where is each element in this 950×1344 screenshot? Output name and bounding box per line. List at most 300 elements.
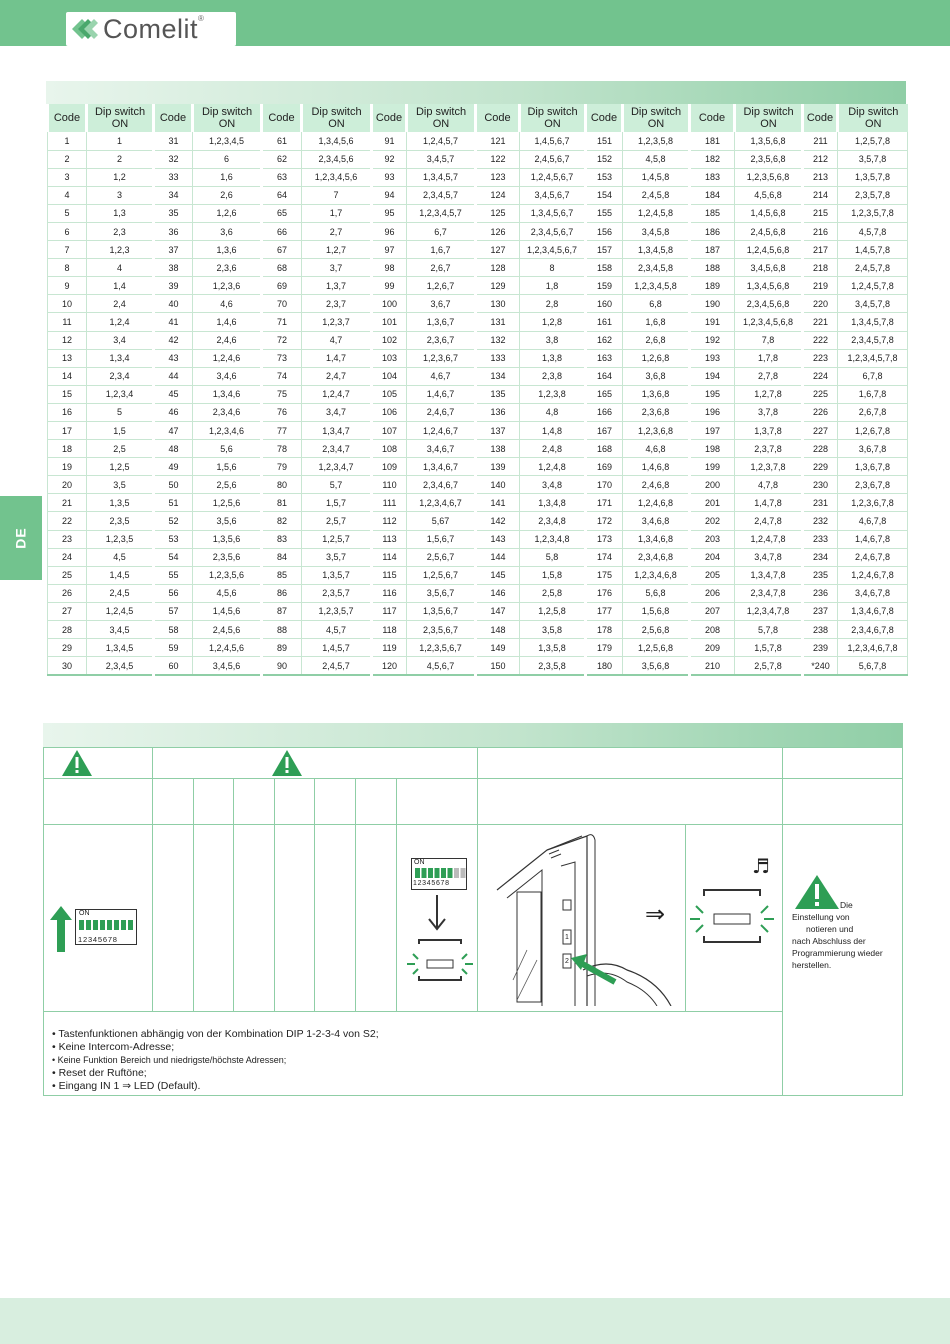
header-on-label: ON (328, 118, 345, 130)
dip-switch-cell: 1,5,6,7 (407, 530, 476, 548)
dip-switch-cell: 2,3,5 (87, 512, 154, 530)
dip-switch-cell: 8 (520, 259, 586, 277)
code-cell: 77 (262, 422, 302, 440)
column-header-dip-switch (838, 104, 908, 132)
dip-switch-cell: 1,3,6,7 (407, 313, 476, 331)
dip-switch-cell: 1,2,4,6,7,8 (838, 566, 908, 584)
programming-section-band (43, 723, 903, 747)
code-cell: 130 (476, 295, 520, 313)
code-cell: 76 (262, 403, 302, 421)
header-on-label: ON (111, 118, 129, 130)
dip-switch-cell: 1,3,4,7 (302, 422, 372, 440)
code-cell: 36 (154, 222, 193, 240)
dip-switch-cell: 2,7,8 (735, 367, 803, 385)
column-header-dip-switch (623, 104, 690, 132)
dip-switch-cell: 3,4,5,8 (623, 222, 690, 240)
code-cell: 145 (476, 566, 520, 584)
column-header-code: Code (262, 104, 302, 132)
code-cell: 126 (476, 222, 520, 240)
dip-switch-cell: 1,4,5,6,7 (520, 132, 586, 150)
dip-switch-cell: 4,8 (520, 403, 586, 421)
dip-switch-cell: 3,4,5,6 (193, 657, 262, 675)
device-key-label: 2 (565, 958, 569, 965)
code-cell: 119 (372, 639, 407, 657)
blinking-led-icon (405, 938, 475, 982)
dip-switch-cell: 2,3,4,6 (193, 403, 262, 421)
frame-col-line (233, 778, 234, 1012)
code-cell: 33 (154, 168, 193, 186)
code-cell: 114 (372, 548, 407, 566)
code-cell: 56 (154, 584, 193, 602)
code-cell: 175 (586, 566, 623, 584)
code-cell: 47 (154, 422, 193, 440)
dip-switch-cell: 1,7,8 (735, 349, 803, 367)
warning-line: Einstellung von (792, 912, 850, 922)
code-cell: 187 (690, 241, 735, 259)
dip-switch-cell: 3,7 (302, 259, 372, 277)
dip-switch-cell: 1,4,6,7,8 (838, 530, 908, 548)
dip-switch-cell: 2,3,4,7 (302, 440, 372, 458)
dip-switch-cell: 1,2,5,6,8 (623, 639, 690, 657)
dip-switch-cell: 4,5,6 (193, 584, 262, 602)
comelit-logo (66, 12, 236, 46)
dip-switch-cell: 2,3,8 (520, 367, 586, 385)
code-cell: 179 (586, 639, 623, 657)
frame-col-line (782, 747, 783, 1096)
code-cell: 10 (48, 295, 87, 313)
dip-switch-cell: 1,2,6 (193, 204, 262, 222)
dip-switch-cell: 3,6 (193, 222, 262, 240)
code-cell: 153 (586, 168, 623, 186)
frame-col-line (396, 778, 397, 1012)
dip-switch-cell: 1,2,4,6 (193, 349, 262, 367)
dip-switch-cell: 1,2,4,8 (520, 458, 586, 476)
dip-switch-cell: 2,3,4,5,6,8 (735, 295, 803, 313)
dip-switch-cell: 3,4,7 (302, 403, 372, 421)
code-cell: 105 (372, 385, 407, 403)
code-cell: 108 (372, 440, 407, 458)
dip-switch-cell: 4,5,6,7 (407, 657, 476, 675)
dip-switch-cell: 1,3,5,6,7 (407, 602, 476, 620)
code-cell: 45 (154, 385, 193, 403)
dip-switch-cell: 1,4,5,6 (193, 602, 262, 620)
code-cell: 59 (154, 639, 193, 657)
code-cell: 27 (48, 602, 87, 620)
dip-switch-cell: 4,7,8 (735, 476, 803, 494)
column-header-code: Code (690, 104, 735, 132)
warning-line: notieren und (806, 924, 854, 934)
code-cell: 3 (48, 168, 87, 186)
code-cell: 109 (372, 458, 407, 476)
code-cell: 65 (262, 204, 302, 222)
column-header-dip-switch (407, 104, 476, 132)
code-cell: 62 (262, 150, 302, 168)
dip-switch-cell: 3,4,5,6,7 (520, 186, 586, 204)
dip-switch-cell: 3,5,7 (302, 548, 372, 566)
table-section-band (46, 81, 906, 105)
dip-switch-cell: 2,6,7,8 (838, 403, 908, 421)
dip-switch-cell: 1,2,6,8 (623, 349, 690, 367)
code-cell: 144 (476, 548, 520, 566)
table-row (48, 440, 908, 458)
code-cell: 191 (690, 313, 735, 331)
dip-switch-cell: 1,3,4,5 (87, 639, 154, 657)
column-header-dip-switch (302, 104, 372, 132)
table-row (48, 548, 908, 566)
dip-switch-cell: 1,3,6 (193, 241, 262, 259)
code-cell: 142 (476, 512, 520, 530)
code-cell: 24 (48, 548, 87, 566)
dip-switch-cell: 2,3,5,6,8 (735, 150, 803, 168)
header-on-label: ON (865, 118, 882, 130)
dip-switch-cell: 1,4,6,7 (407, 385, 476, 403)
language-tab-label: DE (12, 527, 29, 549)
dip-switch-cell: 2,3,4,5,6 (302, 150, 372, 168)
dip-switch-cell: 2,3,6,7,8 (838, 476, 908, 494)
note-item: • Reset der Ruftöne; (52, 1067, 147, 1079)
dip-switch-cell: 2,5,6 (193, 476, 262, 494)
dip-switch-cell: 1,2,3,7,8 (735, 458, 803, 476)
dip-switch-cell: 3,5,6,8 (623, 657, 690, 675)
dip-switch-cell: 1,2,7 (302, 241, 372, 259)
code-cell: 75 (262, 385, 302, 403)
code-cell: 180 (586, 657, 623, 675)
dip-switch-cell: 1,2,4,7 (302, 385, 372, 403)
code-cell: 57 (154, 602, 193, 620)
code-cell: 158 (586, 259, 623, 277)
dip-switch-cell: 1,3,4,8 (520, 494, 586, 512)
code-cell: 164 (586, 367, 623, 385)
dip-switch-cell: 5,6 (193, 440, 262, 458)
code-cell: 219 (803, 277, 838, 295)
dip-switch-cell: 2,3,5,7 (302, 584, 372, 602)
dip-switch-cell: 1 (87, 132, 154, 150)
dip-switch-cell: 2,4,5,6,8 (735, 222, 803, 240)
dip-switch-cell: 1,5,7 (302, 494, 372, 512)
code-cell: 139 (476, 458, 520, 476)
frame-row-line (43, 778, 903, 779)
dip-switch-cell: 1,2,8 (520, 313, 586, 331)
code-cell: 70 (262, 295, 302, 313)
table-row (48, 259, 908, 277)
dip-switch-cell: 2,3,4,5,6,7 (520, 222, 586, 240)
code-cell: 28 (48, 621, 87, 639)
code-cell: 231 (803, 494, 838, 512)
code-cell: 88 (262, 621, 302, 639)
code-cell: 21 (48, 494, 87, 512)
dip-switch-cell: 3,5,8 (520, 621, 586, 639)
dip-switch-cell: 1,5 (87, 422, 154, 440)
dip-switch-cell: 1,3,6,8 (623, 385, 690, 403)
dip-switch-cell: 2,5 (87, 440, 154, 458)
dip-switch-cell: 2,5,7 (302, 512, 372, 530)
dip-switch-cell: 1,5,8 (520, 566, 586, 584)
dip-switch-cell: 1,5,6 (193, 458, 262, 476)
code-cell: 102 (372, 331, 407, 349)
warning-line: Die (840, 900, 853, 910)
code-cell: 35 (154, 204, 193, 222)
frame-col-line (477, 747, 478, 1012)
code-cell: 118 (372, 621, 407, 639)
warning-line: Programmierung wieder (792, 948, 883, 958)
code-cell: 8 (48, 259, 87, 277)
code-cell: 205 (690, 566, 735, 584)
code-cell: 190 (690, 295, 735, 313)
code-cell: 41 (154, 313, 193, 331)
dip-switch-cell: 2,3,5,6 (193, 548, 262, 566)
header-dip-label: Dip switch (311, 106, 362, 118)
dip-switch-cell: 1,3,4,5,8 (623, 241, 690, 259)
code-cell: 113 (372, 530, 407, 548)
note-item: • Keine Intercom-Adresse; (52, 1041, 175, 1053)
code-cell: 9 (48, 277, 87, 295)
code-cell: 71 (262, 313, 302, 331)
code-cell: 91 (372, 132, 407, 150)
dip-switch-cell: 1,2,4,5,6,8 (735, 241, 803, 259)
header-on-label: ON (432, 118, 450, 130)
dip-switch-cell: 1,2,4,6,7 (407, 422, 476, 440)
code-cell: 122 (476, 150, 520, 168)
frame-row-line (43, 824, 903, 825)
code-cell: 189 (690, 277, 735, 295)
dip-switch-cell: 1,2,3,6,7,8 (838, 494, 908, 512)
dip-switch-cell: 1,2,3,4,8 (520, 530, 586, 548)
dip-switch-cell: 1,4,7,8 (735, 494, 803, 512)
dip-numbers-label: 12345678 (413, 880, 450, 887)
dip-switch-cell: 1,3,4 (87, 349, 154, 367)
code-cell: 165 (586, 385, 623, 403)
dip-switch-cell: 1,2,3,4,7,8 (735, 602, 803, 620)
dip-switch-cell: 4,6,7,8 (838, 512, 908, 530)
dip-switch-cell: 1,2,5,7 (302, 530, 372, 548)
frame-col-line (193, 778, 194, 1012)
code-cell: 135 (476, 385, 520, 403)
code-cell: 74 (262, 367, 302, 385)
dip-switch-cell: 1,2,3,5,7 (302, 602, 372, 620)
code-cell: 221 (803, 313, 838, 331)
code-cell: 48 (154, 440, 193, 458)
code-cell: 212 (803, 150, 838, 168)
dip-switch-cell: 1,3,4,5,6,8 (735, 277, 803, 295)
dip-switch-cell: 2,5,8 (520, 584, 586, 602)
code-cell: 209 (690, 639, 735, 657)
code-cell: 54 (154, 548, 193, 566)
dip-switch-cell: 3,4,6,8 (623, 512, 690, 530)
dip-switch-cell: 1,4,5 (87, 566, 154, 584)
code-cell: 46 (154, 403, 193, 421)
dip-switch-cell: 1,3,5,6 (193, 530, 262, 548)
column-header-dip-switch (193, 104, 262, 132)
code-cell: 31 (154, 132, 193, 150)
code-cell: 197 (690, 422, 735, 440)
code-cell: 154 (586, 186, 623, 204)
code-cell: 15 (48, 385, 87, 403)
code-cell: 211 (803, 132, 838, 150)
code-cell: 229 (803, 458, 838, 476)
table-row (48, 494, 908, 512)
dip-switch-cell: 1,2,6,7 (407, 277, 476, 295)
code-cell: 213 (803, 168, 838, 186)
dip-switch-cell: 2 (87, 150, 154, 168)
code-cell: 203 (690, 530, 735, 548)
dip-switch-cell: 1,2,3,6,7 (407, 349, 476, 367)
table-row (48, 150, 908, 168)
dip-switch-cell: 1,3,4,5,6,7 (520, 204, 586, 222)
dip-switch-cell: 1,3,4,5,6 (302, 132, 372, 150)
code-cell: 183 (690, 168, 735, 186)
code-cell: 79 (262, 458, 302, 476)
code-cell: 14 (48, 367, 87, 385)
code-cell: 4 (48, 186, 87, 204)
code-cell: 68 (262, 259, 302, 277)
dip-switch-cell: 2,3,4,6,8 (623, 548, 690, 566)
header-on-label: ON (647, 118, 665, 130)
dip-switch-cell: 1,2,3,4,6 (193, 422, 262, 440)
dip-switch-cell: 3,4,5,6,8 (735, 259, 803, 277)
dip-switch-cell: 2,3,7,8 (735, 440, 803, 458)
code-cell: 5 (48, 204, 87, 222)
code-cell: 18 (48, 440, 87, 458)
dip-switch-cell: 1,6,8 (623, 313, 690, 331)
code-cell: 173 (586, 530, 623, 548)
table-row (48, 313, 908, 331)
code-cell: 141 (476, 494, 520, 512)
code-cell: 206 (690, 584, 735, 602)
dip-switch-cell: 1,2,5,8 (520, 602, 586, 620)
code-cell: 150 (476, 657, 520, 675)
code-cell: *240 (803, 657, 838, 675)
code-cell: 58 (154, 621, 193, 639)
logo-registered-mark: ® (198, 14, 204, 23)
dip-switch-cell: 1,2,3,5,7,8 (838, 204, 908, 222)
dip-switch-cell: 1,2,4,5,7,8 (838, 277, 908, 295)
dip-switch-cell: 1,2,5,6 (193, 494, 262, 512)
code-cell: 30 (48, 657, 87, 675)
dip-switch-cell: 2,5,6,7 (407, 548, 476, 566)
note-item: • Tastenfunktionen abhängig von der Kombination DIP 1-2-3-4 von S2; (52, 1028, 379, 1040)
code-cell: 37 (154, 241, 193, 259)
dip-switch-cell: 2,4,5,6 (193, 621, 262, 639)
note-item: • Keine Funktion Bereich und niedrigste/höchste Adressen; (52, 1055, 287, 1065)
dip-switch-cell: 4,6 (193, 295, 262, 313)
dip-switch-cell: 1,3,6,7,8 (838, 458, 908, 476)
dip-switch-cell: 2,3,4,5,7,8 (838, 331, 908, 349)
dip-switch-cell: 1,3,4,6,7 (407, 458, 476, 476)
code-cell: 188 (690, 259, 735, 277)
dip-switch-cell: 4,5,7 (302, 621, 372, 639)
column-header-code: Code (154, 104, 193, 132)
dip-switch-cell: 2,4,6,7,8 (838, 548, 908, 566)
code-cell: 100 (372, 295, 407, 313)
dip-switch-cell: 3,6,7,8 (838, 440, 908, 458)
code-cell: 208 (690, 621, 735, 639)
dip-switch-cell: 4,6,7 (407, 367, 476, 385)
code-cell: 171 (586, 494, 623, 512)
dip-switch-cell: 1,2,3,4,5,6,8 (735, 313, 803, 331)
column-header-dip-switch (87, 104, 154, 132)
code-cell: 239 (803, 639, 838, 657)
dip-switch-cell: 2,3,4,5 (87, 657, 154, 675)
dip-switch-cell: 1,3,4,5,7,8 (838, 313, 908, 331)
dip-switch-cell: 1,2,3,4 (87, 385, 154, 403)
code-cell: 112 (372, 512, 407, 530)
code-cell: 95 (372, 204, 407, 222)
dip-switch-cell: 3,5,6,7 (407, 584, 476, 602)
dip-switch-cell: 4,5,8 (623, 150, 690, 168)
warning-icon (271, 749, 303, 777)
dip-switch-cell: 5 (87, 403, 154, 421)
code-cell: 152 (586, 150, 623, 168)
code-cell: 200 (690, 476, 735, 494)
dip-switch-cell: 3,6,8 (623, 367, 690, 385)
dip-switch-cell: 5,67 (407, 512, 476, 530)
code-cell: 17 (48, 422, 87, 440)
dip-switch-cell: 5,6,7,8 (838, 657, 908, 675)
frame-col-line (355, 778, 356, 1012)
code-cell: 32 (154, 150, 193, 168)
code-cell: 156 (586, 222, 623, 240)
dip-switch-cell: 2,4,5,7 (302, 657, 372, 675)
dip-switch-cell: 1,2,3,5,6 (193, 566, 262, 584)
dip-switch-cell: 6,7 (407, 222, 476, 240)
code-cell: 96 (372, 222, 407, 240)
dip-switch-cell: 1,2,3,5,8 (623, 132, 690, 150)
header-dip-label: Dip switch (743, 106, 794, 118)
notes-list (52, 1028, 782, 1093)
dip-switch-cell: 2,5,6,8 (623, 621, 690, 639)
dip-switch-cell: 3,8 (520, 331, 586, 349)
code-cell: 55 (154, 566, 193, 584)
dip-switch-cell: 1,2,4,5,7 (407, 132, 476, 150)
dip-switch-cell: 3,5,7,8 (838, 150, 908, 168)
dip-switch-cell: 1,3,8 (520, 349, 586, 367)
dip-switch-cell: 1,2,5,7,8 (838, 132, 908, 150)
code-cell: 226 (803, 403, 838, 421)
code-cell: 13 (48, 349, 87, 367)
code-cell: 66 (262, 222, 302, 240)
table-row (48, 621, 908, 639)
code-cell: 186 (690, 222, 735, 240)
code-cell: 121 (476, 132, 520, 150)
code-cell: 98 (372, 259, 407, 277)
dip-switch-cell: 1,2,3,4,5,7,8 (838, 349, 908, 367)
code-cell: 49 (154, 458, 193, 476)
code-cell: 143 (476, 530, 520, 548)
header-on-label: ON (218, 118, 236, 130)
dip-switch-cell: 2,4 (87, 295, 154, 313)
column-header-code: Code (476, 104, 520, 132)
header-on-label: ON (760, 118, 777, 130)
code-cell: 216 (803, 222, 838, 240)
dip-switch-cell: 4,5,6,8 (735, 186, 803, 204)
dip-switch-cell: 2,3,5,7,8 (838, 186, 908, 204)
dip-switch-cell: 1,2,4,5 (87, 602, 154, 620)
dip-on-label: ON (414, 859, 425, 866)
code-cell: 111 (372, 494, 407, 512)
code-cell: 110 (372, 476, 407, 494)
code-cell: 236 (803, 584, 838, 602)
table-row (48, 222, 908, 240)
dip-switch-cell: 1,2,3,4,5 (193, 132, 262, 150)
code-cell: 137 (476, 422, 520, 440)
code-cell: 12 (48, 331, 87, 349)
note-item: • Eingang IN 1 ⇒ LED (Default). (52, 1080, 201, 1092)
code-cell: 115 (372, 566, 407, 584)
dip-switch-cell: 6,8 (623, 295, 690, 313)
dip-switch-cell: 2,3,4,6,7 (407, 476, 476, 494)
code-cell: 217 (803, 241, 838, 259)
table-row (48, 422, 908, 440)
